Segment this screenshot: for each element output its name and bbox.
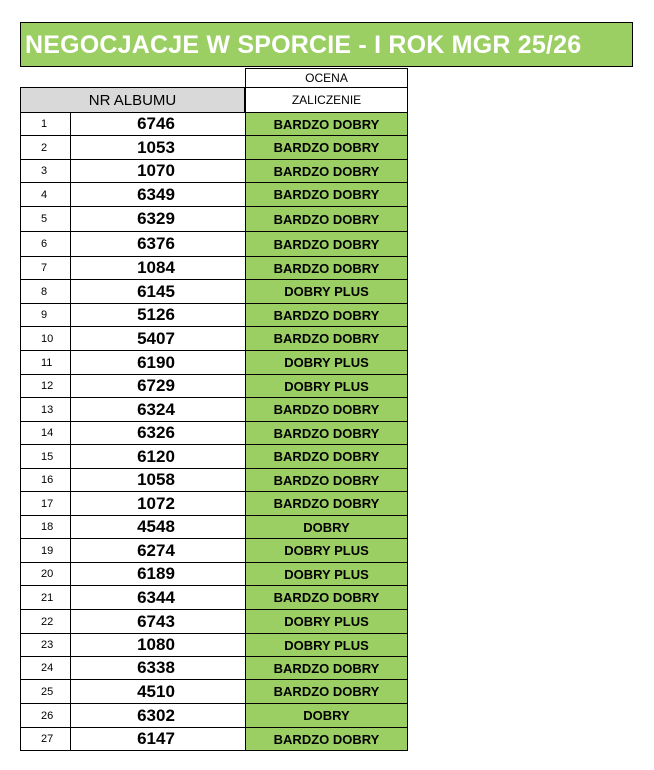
row-number: 1 [20, 113, 70, 136]
table-row [20, 304, 408, 327]
row-number: 15 [20, 445, 70, 469]
table-row [20, 563, 408, 586]
album-number: 5407 [70, 327, 245, 351]
table-row [20, 207, 408, 232]
grade-cell: DOBRY PLUS [245, 351, 408, 375]
row-number: 23 [20, 634, 70, 657]
table-row [20, 136, 408, 160]
grade-cell: DOBRY PLUS [245, 375, 408, 398]
grade-cell: DOBRY PLUS [245, 563, 408, 586]
row-number: 27 [20, 728, 70, 751]
table-row [20, 586, 408, 610]
album-number: 6302 [70, 704, 245, 728]
table-row [20, 516, 408, 539]
table-row [20, 492, 408, 516]
album-number: 6120 [70, 445, 245, 469]
grade-cell: BARDZO DOBRY [245, 469, 408, 492]
row-number: 22 [20, 610, 70, 634]
album-number: 6329 [70, 207, 245, 232]
album-number: 6189 [70, 563, 245, 586]
table-row [20, 610, 408, 634]
table-row [20, 728, 408, 751]
row-number: 5 [20, 207, 70, 232]
album-number: 6344 [70, 586, 245, 610]
row-number: 14 [20, 422, 70, 445]
album-number: 1084 [70, 257, 245, 280]
table-row [20, 422, 408, 445]
album-number: 6145 [70, 280, 245, 304]
album-number: 6729 [70, 375, 245, 398]
grade-cell: BARDZO DOBRY [245, 445, 408, 469]
header-zaliczenie: ZALICZENIE [245, 87, 408, 113]
row-number: 12 [20, 375, 70, 398]
table-row [20, 657, 408, 680]
grade-cell: DOBRY PLUS [245, 280, 408, 304]
page-title: NEGOCJACJE W SPORCIE - I ROK MGR 25/26 [20, 22, 633, 67]
album-number: 6349 [70, 183, 245, 207]
table-row [20, 469, 408, 492]
album-number: 6274 [70, 539, 245, 563]
album-number: 6746 [70, 113, 245, 136]
album-number: 6324 [70, 398, 245, 422]
row-number: 20 [20, 563, 70, 586]
grade-cell: BARDZO DOBRY [245, 183, 408, 207]
row-number: 11 [20, 351, 70, 375]
grade-cell: BARDZO DOBRY [245, 680, 408, 704]
grade-cell: BARDZO DOBRY [245, 492, 408, 516]
album-number: 4548 [70, 516, 245, 539]
table-row [20, 398, 408, 422]
table-row [20, 257, 408, 280]
grade-cell: DOBRY PLUS [245, 539, 408, 563]
row-number: 18 [20, 516, 70, 539]
table-row [20, 280, 408, 304]
row-number: 6 [20, 232, 70, 257]
album-number: 4510 [70, 680, 245, 704]
grade-cell: DOBRY [245, 704, 408, 728]
album-number: 5126 [70, 304, 245, 327]
grade-cell: BARDZO DOBRY [245, 327, 408, 351]
album-number: 6326 [70, 422, 245, 445]
row-number: 21 [20, 586, 70, 610]
table-row [20, 704, 408, 728]
row-number: 7 [20, 257, 70, 280]
row-number: 25 [20, 680, 70, 704]
album-number: 6147 [70, 728, 245, 751]
table-row [20, 680, 408, 704]
grade-cell: BARDZO DOBRY [245, 422, 408, 445]
table-row [20, 539, 408, 563]
row-number: 10 [20, 327, 70, 351]
album-number: 1080 [70, 634, 245, 657]
table-row [20, 183, 408, 207]
album-number: 6743 [70, 610, 245, 634]
row-number: 16 [20, 469, 70, 492]
table-row [20, 232, 408, 257]
table-row [20, 634, 408, 657]
row-number: 2 [20, 136, 70, 160]
grade-cell: BARDZO DOBRY [245, 160, 408, 183]
table-row [20, 113, 408, 136]
grade-cell: BARDZO DOBRY [245, 586, 408, 610]
grade-cell: BARDZO DOBRY [245, 728, 408, 751]
grade-cell: BARDZO DOBRY [245, 207, 408, 232]
album-number: 1058 [70, 469, 245, 492]
grade-cell: BARDZO DOBRY [245, 113, 408, 136]
table-row [20, 160, 408, 183]
table-row [20, 445, 408, 469]
row-number: 19 [20, 539, 70, 563]
grade-cell: DOBRY PLUS [245, 610, 408, 634]
grade-cell: BARDZO DOBRY [245, 257, 408, 280]
album-number: 6190 [70, 351, 245, 375]
row-number: 13 [20, 398, 70, 422]
grade-cell: BARDZO DOBRY [245, 304, 408, 327]
row-number: 4 [20, 183, 70, 207]
row-number: 8 [20, 280, 70, 304]
table-row [20, 351, 408, 375]
grade-cell: DOBRY PLUS [245, 634, 408, 657]
grade-cell: BARDZO DOBRY [245, 657, 408, 680]
header-nr-albumu: NR ALBUMU [20, 87, 245, 113]
row-number: 26 [20, 704, 70, 728]
row-number: 24 [20, 657, 70, 680]
row-number: 17 [20, 492, 70, 516]
grade-cell: BARDZO DOBRY [245, 398, 408, 422]
row-number: 3 [20, 160, 70, 183]
header-ocena: OCENA [245, 68, 408, 88]
album-number: 1070 [70, 160, 245, 183]
row-number: 9 [20, 304, 70, 327]
table-row [20, 375, 408, 398]
grade-cell: DOBRY [245, 516, 408, 539]
album-number: 6338 [70, 657, 245, 680]
album-number: 1072 [70, 492, 245, 516]
grade-cell: BARDZO DOBRY [245, 232, 408, 257]
table-row [20, 327, 408, 351]
grade-cell: BARDZO DOBRY [245, 136, 408, 160]
album-number: 1053 [70, 136, 245, 160]
album-number: 6376 [70, 232, 245, 257]
